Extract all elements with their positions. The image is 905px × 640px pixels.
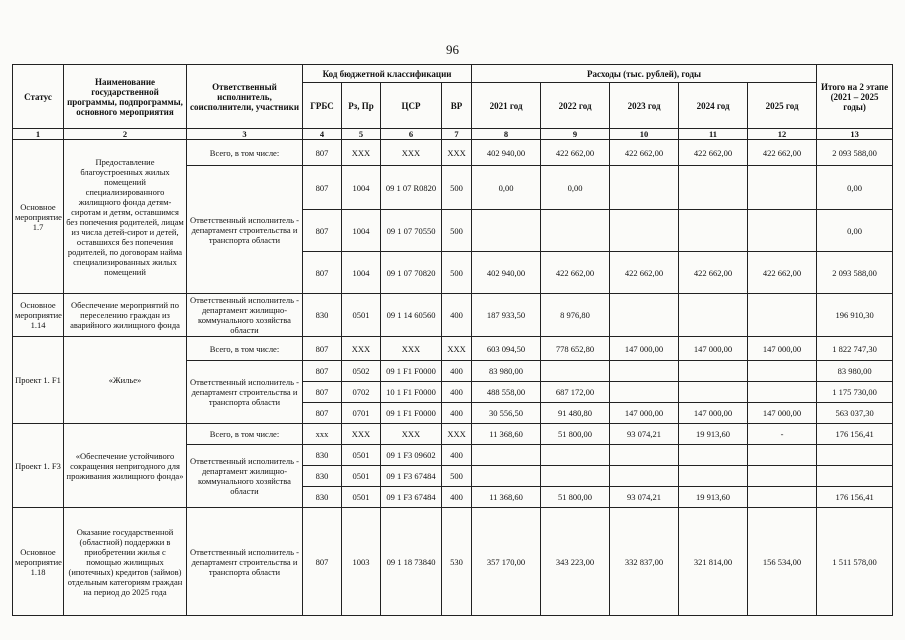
- grbs-cell: 830: [303, 445, 342, 466]
- y2021-cell: 187 933,50: [472, 294, 541, 337]
- name-cell: Обеспечение мероприятий по переселению граждан из аварийного жилищного фонда: [64, 294, 187, 337]
- executor-cell: Ответственный исполнитель - департамент строительства и транспорта области: [187, 166, 303, 294]
- csr-cell: 09 1 07 70820: [381, 252, 442, 294]
- y2024-cell: 147 000,00: [679, 337, 748, 361]
- y2025-cell: 422 662,00: [748, 252, 817, 294]
- table-row: [13, 508, 893, 616]
- y2021-cell: 603 094,50: [472, 337, 541, 361]
- y2021-cell: 0,00: [472, 166, 541, 210]
- header-2024: 2024 год: [679, 83, 748, 129]
- y2024-cell: [679, 382, 748, 403]
- vr-cell: XXX: [442, 140, 472, 166]
- y2025-cell: [748, 487, 817, 508]
- grbs-cell: 830: [303, 294, 342, 337]
- grbs-cell: 830: [303, 487, 342, 508]
- y2025-cell: [748, 166, 817, 210]
- total-cell: 563 037,30: [817, 403, 893, 424]
- grbs-cell: 830: [303, 466, 342, 487]
- status-cell: Проект 1. F3: [13, 424, 64, 508]
- vr-cell: XXX: [442, 337, 472, 361]
- csr-cell: 09 1 F3 67484: [381, 487, 442, 508]
- y2024-cell: [679, 361, 748, 382]
- header-expenses: Расходы (тыс. рублей), годы: [472, 65, 817, 83]
- grbs-cell: 807: [303, 382, 342, 403]
- y2022-cell: 687 172,00: [541, 382, 610, 403]
- grbs-cell: 807: [303, 337, 342, 361]
- vr-cell: 500: [442, 466, 472, 487]
- header-executor: Ответственный исполнитель, соисполнители, участники: [187, 65, 303, 129]
- rzpr-cell: XXX: [342, 140, 381, 166]
- y2024-cell: [679, 166, 748, 210]
- header-grbs: ГРБС: [303, 83, 342, 129]
- header-total: Итого на 2 этапе (2021 – 2025 годы): [817, 65, 893, 129]
- y2022-cell: [541, 445, 610, 466]
- header-2021: 2021 год: [472, 83, 541, 129]
- y2025-cell: [748, 210, 817, 252]
- header-vr: ВР: [442, 83, 472, 129]
- y2024-cell: 422 662,00: [679, 140, 748, 166]
- vr-cell: 400: [442, 403, 472, 424]
- csr-cell: 09 1 F3 67484: [381, 466, 442, 487]
- y2025-cell: [748, 466, 817, 487]
- vr-cell: 400: [442, 445, 472, 466]
- y2024-cell: 147 000,00: [679, 403, 748, 424]
- rzpr-cell: 0501: [342, 445, 381, 466]
- rzpr-cell: 0702: [342, 382, 381, 403]
- total-cell: 1 822 747,30: [817, 337, 893, 361]
- grbs-cell: xxx: [303, 424, 342, 445]
- total-cell: [817, 445, 893, 466]
- csr-cell: 09 1 F1 F0000: [381, 403, 442, 424]
- y2025-cell: [748, 382, 817, 403]
- y2023-cell: [610, 382, 679, 403]
- csr-cell: XXX: [381, 140, 442, 166]
- rzpr-cell: 1003: [342, 508, 381, 616]
- y2025-cell: 156 534,00: [748, 508, 817, 616]
- y2021-cell: [472, 466, 541, 487]
- total-cell: 0,00: [817, 166, 893, 210]
- y2024-cell: [679, 466, 748, 487]
- header-budget-code: Код бюджетной классификации: [303, 65, 472, 83]
- y2024-cell: [679, 210, 748, 252]
- y2021-cell: 488 558,00: [472, 382, 541, 403]
- y2023-cell: 147 000,00: [610, 403, 679, 424]
- header-2025: 2025 год: [748, 83, 817, 129]
- rzpr-cell: XXX: [342, 424, 381, 445]
- table-row: [13, 337, 893, 361]
- csr-cell: 10 1 F1 F0000: [381, 382, 442, 403]
- y2023-cell: [610, 466, 679, 487]
- col-number: 8: [472, 129, 541, 140]
- y2022-cell: 51 800,00: [541, 424, 610, 445]
- col-number: 1: [13, 129, 64, 140]
- vr-cell: 400: [442, 382, 472, 403]
- total-cell: 2 093 588,00: [817, 140, 893, 166]
- col-number: 10: [610, 129, 679, 140]
- y2023-cell: 422 662,00: [610, 140, 679, 166]
- status-cell: Основное мероприятие 1.7: [13, 140, 64, 294]
- name-cell: «Обеспечение устойчивого сокращения непригодного для проживания жилищного фонда»: [64, 424, 187, 508]
- grbs-cell: 807: [303, 210, 342, 252]
- col-number: 3: [187, 129, 303, 140]
- col-number: 9: [541, 129, 610, 140]
- header-status: Статус: [13, 65, 64, 129]
- grbs-cell: 807: [303, 403, 342, 424]
- header-name: Наименование государственной программы, подпрограммы, основного мероприятия: [64, 65, 187, 129]
- total-cell: 176 156,41: [817, 424, 893, 445]
- y2021-cell: 30 556,50: [472, 403, 541, 424]
- col-number: 5: [342, 129, 381, 140]
- vr-cell: 400: [442, 487, 472, 508]
- vr-cell: XXX: [442, 424, 472, 445]
- rzpr-cell: 0501: [342, 294, 381, 337]
- y2024-cell: [679, 445, 748, 466]
- table-row: [13, 424, 893, 445]
- status-cell: Основное мероприятие 1.14: [13, 294, 64, 337]
- column-number-row: [13, 129, 893, 140]
- grbs-cell: 807: [303, 140, 342, 166]
- y2021-cell: 11 368,60: [472, 487, 541, 508]
- executor-cell: Всего, в том числе:: [187, 337, 303, 361]
- csr-cell: 09 1 07 70550: [381, 210, 442, 252]
- y2024-cell: 321 814,00: [679, 508, 748, 616]
- grbs-cell: 807: [303, 166, 342, 210]
- budget-table: [12, 64, 893, 616]
- grbs-cell: 807: [303, 361, 342, 382]
- vr-cell: 500: [442, 210, 472, 252]
- executor-cell: Ответственный исполнитель - департамент жилищно-коммунального хозяйства области: [187, 294, 303, 337]
- grbs-cell: 807: [303, 252, 342, 294]
- header-2022: 2022 год: [541, 83, 610, 129]
- y2022-cell: 422 662,00: [541, 252, 610, 294]
- col-number: 7: [442, 129, 472, 140]
- y2021-cell: [472, 210, 541, 252]
- executor-cell: Всего, в том числе:: [187, 424, 303, 445]
- rzpr-cell: 1004: [342, 252, 381, 294]
- header-rzpr: Рз, Пр: [342, 83, 381, 129]
- total-cell: 176 156,41: [817, 487, 893, 508]
- y2021-cell: 11 368,60: [472, 424, 541, 445]
- y2025-cell: [748, 294, 817, 337]
- total-cell: 196 910,30: [817, 294, 893, 337]
- vr-cell: 400: [442, 361, 472, 382]
- header-2023: 2023 год: [610, 83, 679, 129]
- total-cell: [817, 466, 893, 487]
- table-body: [13, 140, 893, 616]
- y2023-cell: 93 074,21: [610, 424, 679, 445]
- name-cell: «Жилье»: [64, 337, 187, 424]
- total-cell: 2 093 588,00: [817, 252, 893, 294]
- csr-cell: 09 1 18 73840: [381, 508, 442, 616]
- y2023-cell: [610, 166, 679, 210]
- rzpr-cell: 1004: [342, 210, 381, 252]
- y2022-cell: 422 662,00: [541, 140, 610, 166]
- vr-cell: 500: [442, 252, 472, 294]
- vr-cell: 400: [442, 294, 472, 337]
- col-number: 11: [679, 129, 748, 140]
- executor-cell: Ответственный исполнитель - департамент жилищно-коммунального хозяйства области: [187, 445, 303, 508]
- col-number: 13: [817, 129, 893, 140]
- col-number: 4: [303, 129, 342, 140]
- y2025-cell: -: [748, 424, 817, 445]
- header-csr: ЦСР: [381, 83, 442, 129]
- y2022-cell: 91 480,80: [541, 403, 610, 424]
- vr-cell: 530: [442, 508, 472, 616]
- y2023-cell: [610, 294, 679, 337]
- y2024-cell: 422 662,00: [679, 252, 748, 294]
- col-number: 6: [381, 129, 442, 140]
- total-cell: 83 980,00: [817, 361, 893, 382]
- total-cell: 1 511 578,00: [817, 508, 893, 616]
- y2023-cell: 422 662,00: [610, 252, 679, 294]
- y2023-cell: 147 000,00: [610, 337, 679, 361]
- y2023-cell: [610, 210, 679, 252]
- col-number: 12: [748, 129, 817, 140]
- y2022-cell: [541, 210, 610, 252]
- csr-cell: 09 1 14 60560: [381, 294, 442, 337]
- y2021-cell: 357 170,00: [472, 508, 541, 616]
- name-cell: Оказание государственной (областной) поддержки в приобретении жилья с помощью жилищных (ипотечных) кредитов (займов) отдельным категориям граждан на период до 2025 года: [64, 508, 187, 616]
- executor-cell: Всего, в том числе:: [187, 140, 303, 166]
- rzpr-cell: XXX: [342, 337, 381, 361]
- y2022-cell: 778 652,80: [541, 337, 610, 361]
- table-row: [13, 294, 893, 337]
- y2025-cell: 422 662,00: [748, 140, 817, 166]
- y2022-cell: 343 223,00: [541, 508, 610, 616]
- csr-cell: XXX: [381, 337, 442, 361]
- rzpr-cell: 0501: [342, 466, 381, 487]
- y2025-cell: 147 000,00: [748, 337, 817, 361]
- y2022-cell: 8 976,80: [541, 294, 610, 337]
- grbs-cell: 807: [303, 508, 342, 616]
- rzpr-cell: 0701: [342, 403, 381, 424]
- y2025-cell: [748, 361, 817, 382]
- y2023-cell: [610, 445, 679, 466]
- executor-cell: Ответственный исполнитель - департамент строительства и транспорта области: [187, 508, 303, 616]
- y2022-cell: [541, 361, 610, 382]
- name-cell: Предоставление благоустроенных жилых помещений специализированного жилищного фонда детям-сиротам и детям, оставшимся без попечения родителей, лицам из числа детей-сирот и детей, оставшихся без попечения родителей, по договорам найма специализированных жилых помещений: [64, 140, 187, 294]
- y2022-cell: [541, 466, 610, 487]
- y2023-cell: 332 837,00: [610, 508, 679, 616]
- y2024-cell: 19 913,60: [679, 424, 748, 445]
- table-row: [13, 140, 893, 166]
- status-cell: Проект 1. F1: [13, 337, 64, 424]
- col-number: 2: [64, 129, 187, 140]
- page-number: 96: [446, 42, 459, 57]
- vr-cell: 500: [442, 166, 472, 210]
- csr-cell: 09 1 07 R0820: [381, 166, 442, 210]
- y2024-cell: 19 913,60: [679, 487, 748, 508]
- csr-cell: XXX: [381, 424, 442, 445]
- y2025-cell: [748, 445, 817, 466]
- y2021-cell: 402 940,00: [472, 252, 541, 294]
- executor-cell: Ответственный исполнитель - департамент строительства и транспорта области: [187, 361, 303, 424]
- y2021-cell: 402 940,00: [472, 140, 541, 166]
- y2024-cell: [679, 294, 748, 337]
- y2023-cell: 93 074,21: [610, 487, 679, 508]
- rzpr-cell: 0502: [342, 361, 381, 382]
- rzpr-cell: 0501: [342, 487, 381, 508]
- y2021-cell: [472, 445, 541, 466]
- total-cell: 1 175 730,00: [817, 382, 893, 403]
- y2022-cell: 0,00: [541, 166, 610, 210]
- y2021-cell: 83 980,00: [472, 361, 541, 382]
- y2023-cell: [610, 361, 679, 382]
- rzpr-cell: 1004: [342, 166, 381, 210]
- status-cell: Основное мероприятие 1.18: [13, 508, 64, 616]
- total-cell: 0,00: [817, 210, 893, 252]
- y2022-cell: 51 800,00: [541, 487, 610, 508]
- csr-cell: 09 1 F1 F0000: [381, 361, 442, 382]
- csr-cell: 09 1 F3 09602: [381, 445, 442, 466]
- y2025-cell: 147 000,00: [748, 403, 817, 424]
